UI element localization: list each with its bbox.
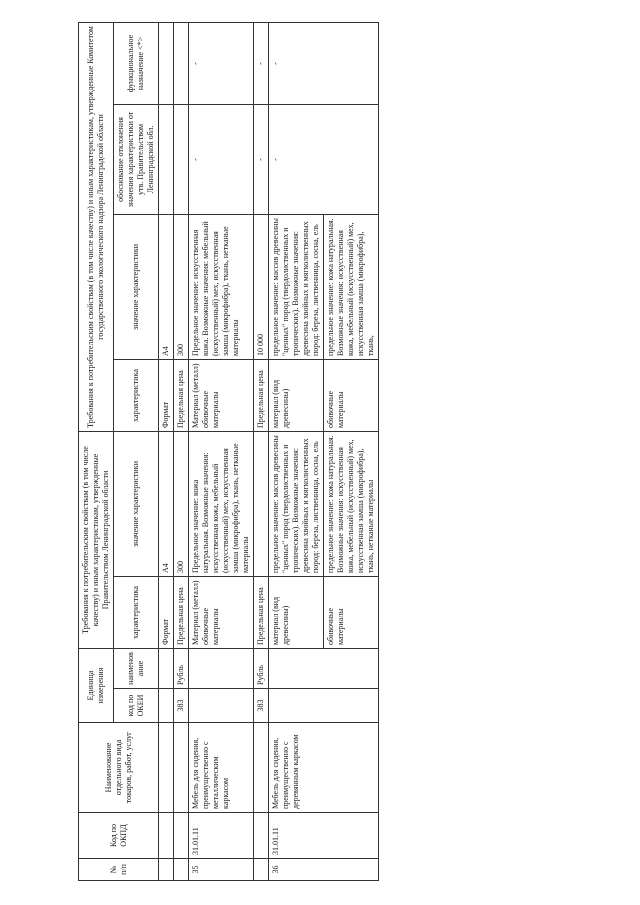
table-header-row [79, 22, 114, 880]
cell-number: 35 [189, 859, 254, 881]
cell-dept-characteristic: материал (вид древесины) [269, 359, 324, 431]
cell-purpose: - [269, 22, 379, 104]
cell-dept-characteristic: Предельная цена [254, 359, 269, 431]
cell-dept-value: А4 [159, 214, 174, 359]
cell-name: Мебель для сидения, преимущественно с металлическим каркасом [189, 723, 254, 813]
cell-value: Предельное значение: кожа натуральная. Возможные значения: искусственная кожа, мебельный (искусственный) мех, искусственная замша (микрофибра), ткань, нетканые материалы [189, 431, 254, 576]
table-row [174, 22, 189, 880]
cell-characteristic: Предельная цена [174, 577, 189, 649]
cell-name: Мебель для сидения, преимущественно с деревянным каркасом [269, 723, 379, 813]
header-okpd: Код по ОКПД [79, 813, 159, 859]
header-unit: Единица измерения [79, 649, 114, 723]
cell-characteristic: Формат [159, 577, 174, 649]
header-dept-characteristic: характеристика [114, 359, 159, 431]
cell-number: 36 [269, 859, 379, 881]
cell-characteristic: Материал (металл) обивочные материалы [189, 577, 254, 649]
header-justification: обоснование отклонения значения характеристики от утв. Правительством Ленинградской обл. [114, 104, 159, 214]
cell-justification: - [254, 104, 269, 214]
cell-okpd: 31.01.11 [189, 813, 254, 859]
cell-value [254, 431, 269, 576]
cell-unit-code: 383 [254, 689, 269, 723]
header-value: значение характеристики [114, 431, 159, 576]
cell-dept-characteristic: Формат [159, 359, 174, 431]
cell-unit-name: Рубль [254, 649, 269, 689]
header-group-dept: Требования к потребительским свойствам (в том числе качеству) и иным характеристикам, утвержденные Комитетом государственного экологического надзора Ленинградской области [79, 22, 114, 431]
table-row [269, 22, 324, 880]
cell-justification: - [189, 104, 254, 214]
cell-characteristic: Предельная цена [254, 577, 269, 649]
table-row [189, 22, 254, 880]
header-name: Наименование отдельного вида товаров, работ, услуг [79, 723, 159, 813]
cell-characteristic: материал (вид древесины) [269, 577, 324, 649]
cell-dept-value: предельное значение: массив древесины "ценных" пород (твердолиственных и тропических). Возможные значения: древесина хвойных и мягколиственных пород: береза, лиственница, сосна, ель [269, 214, 324, 359]
cell-dept-characteristic: Предельная цена [174, 359, 189, 431]
cell-purpose: - [189, 22, 254, 104]
header-dept-value: значение характеристики [114, 214, 159, 359]
cell-dept-value: Предельное значение: искусственная кожа. Возможные значения: мебельный (искусственный) мех, искусственная замша (микрофибра), ткань, нетканые материалы [189, 214, 254, 359]
cell-value: предельное значение: кожа натуральная. Возможные значения: искусственная кожа, мебельный (искусственный) мех, искусственная замша (микрофибра), ткань, нетканые материалы [324, 431, 379, 576]
cell-value: предельное значение: массив древесины "ценных" пород (твердолиственных и тропических). Возможные значения: древесина хвойных и мягколиственных пород: береза, лиственница, сосна, ель [269, 431, 324, 576]
table-row [254, 22, 269, 880]
header-characteristic: характеристика [114, 577, 159, 649]
cell-dept-value: 300 [174, 214, 189, 359]
cell-characteristic: обивочные материалы [324, 577, 379, 649]
header-unit-code: код по ОКЕИ [114, 689, 159, 723]
cell-dept-value: 10 000 [254, 214, 269, 359]
cell-dept-characteristic: Материал (металл) обивочные материалы [189, 359, 254, 431]
header-group-gov: Требования к потребительским свойствам (в том числе качеству) и иным характеристикам, утвержденные Правительством Ленинградской области [79, 431, 114, 648]
header-no: № п/п [79, 859, 159, 881]
header-purpose: функциональное назначение <*> [114, 22, 159, 104]
table-row [159, 22, 174, 880]
cell-okpd: 31.01.11 [269, 813, 379, 859]
requirements-table [78, 22, 379, 881]
cell-purpose: - [254, 22, 269, 104]
cell-unit-code: 383 [174, 689, 189, 723]
cell-dept-value: предельное значение: кожа натуральная. Возможные значения: искусственная кожа, мебельный (искусственный) мех, искусственная замша (микрофибра), ткань, [324, 214, 379, 359]
cell-unit-name: Рубль [174, 649, 189, 689]
cell-justification: - [269, 104, 379, 214]
cell-dept-characteristic: обивочные материалы [324, 359, 379, 431]
cell-value: 300 [174, 431, 189, 576]
header-unit-name: наименование [114, 649, 159, 689]
cell-value: А4 [159, 431, 174, 576]
